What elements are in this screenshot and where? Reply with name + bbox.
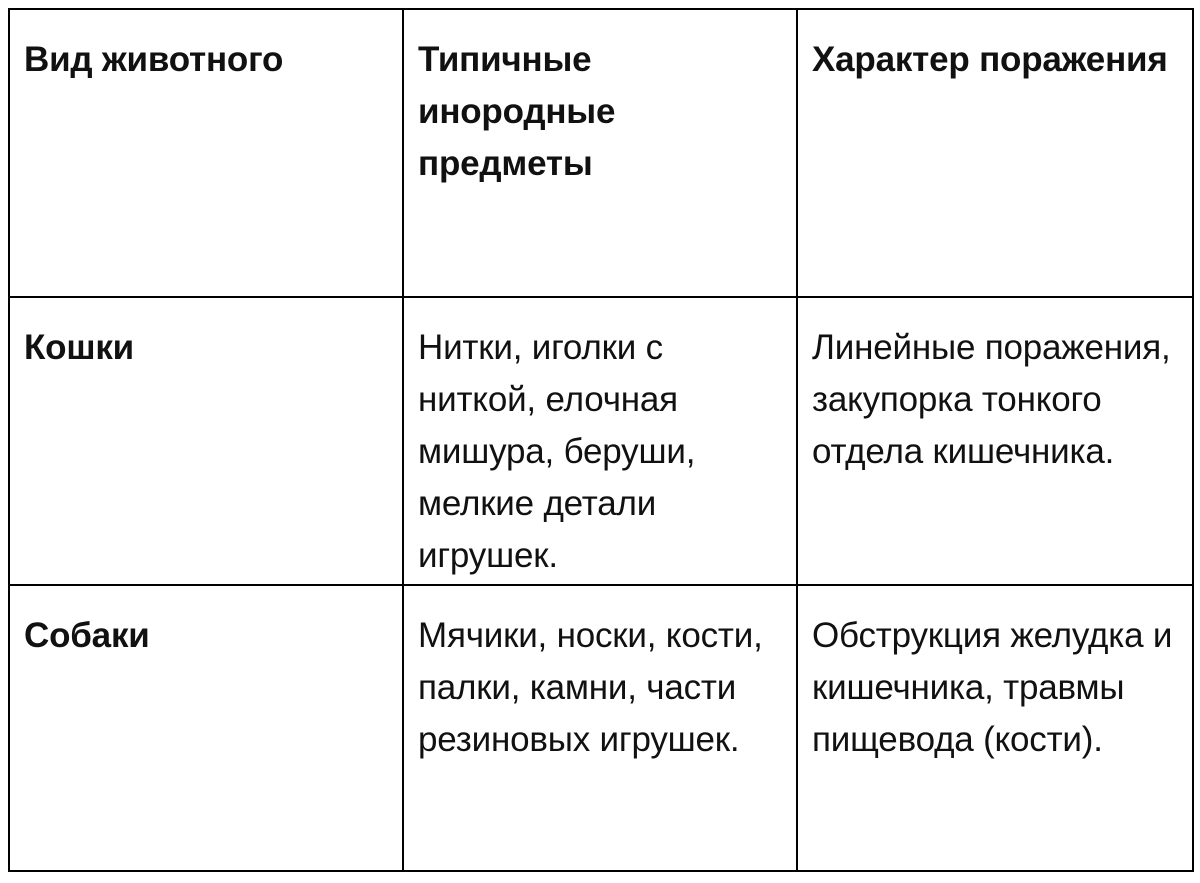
table-row: [9, 585, 1193, 871]
header-animal-type: Вид животного: [9, 9, 403, 297]
header-damage-type: Характер поражения: [797, 9, 1193, 297]
foreign-objects-table: [8, 8, 1194, 872]
cell-damage: Обструкция желудка и кишечника, травмы пищевода (кости).: [797, 585, 1193, 871]
cell-animal: Собаки: [9, 585, 403, 871]
cell-objects: Нитки, иголки с ниткой, елочная мишура, беруши, мелкие детали игрушек.: [403, 297, 797, 585]
cell-animal: Кошки: [9, 297, 403, 585]
header-typical-objects: Типичные инородные предметы: [403, 9, 797, 297]
table-row: [9, 297, 1193, 585]
table-header-row: [9, 9, 1193, 297]
cell-damage: Линейные поражения, закупорка тонкого отдела кишечника.: [797, 297, 1193, 585]
cell-objects: Мячики, носки, кости, палки, камни, части резиновых игрушек.: [403, 585, 797, 871]
